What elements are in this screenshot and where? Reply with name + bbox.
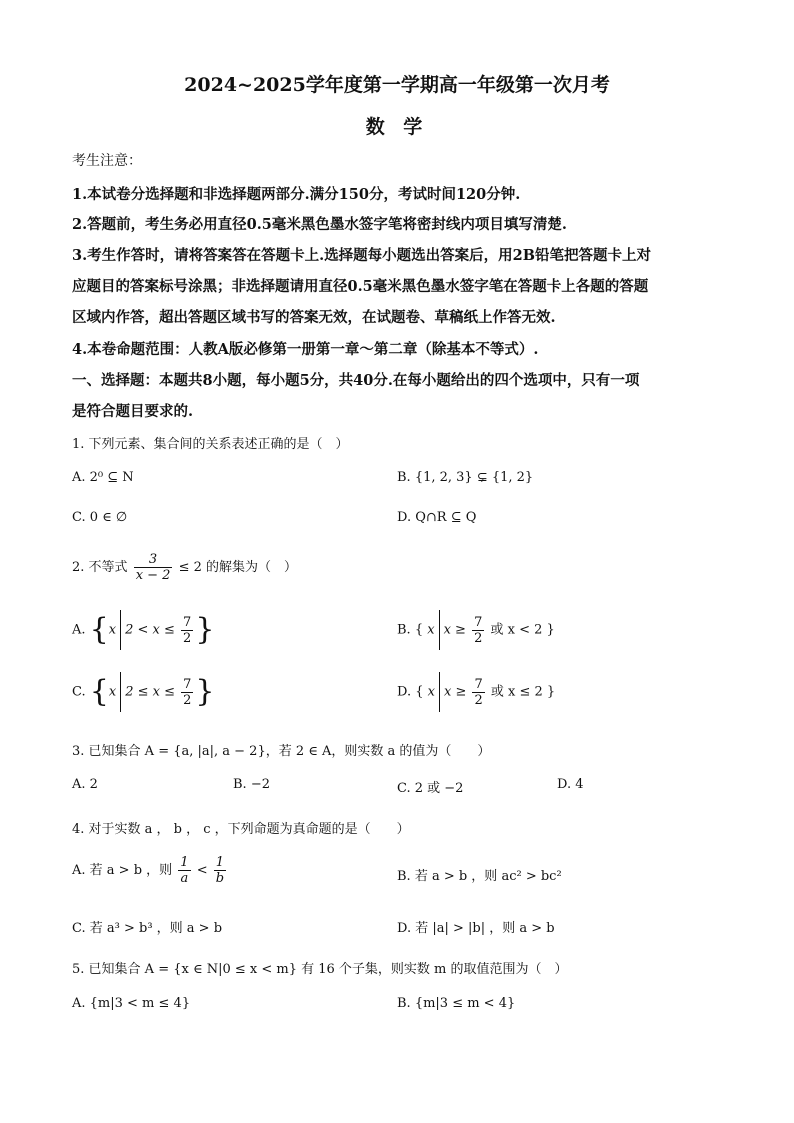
question-2-fraction-denominator: x − 2 bbox=[135, 568, 171, 583]
question-4-option-b: B. 若 a > b ，则 ac² > bc² bbox=[397, 869, 562, 884]
option-a-label: A. bbox=[72, 622, 86, 638]
set-condition: 2 < x ≤ bbox=[125, 622, 175, 638]
set-divider bbox=[439, 610, 440, 650]
section-heading-line-1: 一、选择题：本题共8小题，每小题5分，共40分.在每小题给出的四个选项中，只有一项 bbox=[72, 372, 640, 389]
question-2-option-c bbox=[72, 672, 215, 712]
question-2-option-a bbox=[72, 610, 214, 650]
question-5-option-a: A. {m|3 < m ≤ 4} bbox=[72, 996, 191, 1011]
fraction-numerator: 7 bbox=[474, 676, 483, 692]
question-5-stem: 5. 已知集合 A = {x ∈ N|0 ≤ x < m} 有 16 个子集，则实数 m 的取值范围为（ ） bbox=[72, 962, 568, 977]
subject-title: 数 学 bbox=[365, 116, 429, 138]
note-4: 4.本卷命题范围：人教A版必修第一册第一章～第二章（除基本不等式）. bbox=[72, 341, 539, 358]
question-2-stem bbox=[72, 552, 297, 583]
question-1-option-a: A. 2⁰ ⊆ N bbox=[72, 470, 134, 485]
note-2: 2.答题前，考生务必用直径0.5毫米黑色墨水签字笔将密封线内项目填写清楚. bbox=[72, 216, 567, 233]
fraction-numerator: 7 bbox=[183, 614, 192, 630]
question-1-option-b: B. {1, 2, 3} ⊊ {1, 2} bbox=[397, 470, 534, 485]
less-than-sign: < bbox=[196, 863, 208, 878]
fraction-denominator: a bbox=[180, 871, 189, 886]
question-1-stem: 1. 下列元素、集合间的关系表述正确的是（ ） bbox=[72, 437, 349, 452]
fraction-seven-halves bbox=[472, 615, 484, 646]
fraction-numerator: 1 bbox=[180, 855, 189, 870]
right-brace: } bbox=[195, 674, 215, 709]
right-brace: } bbox=[195, 612, 215, 647]
option-b-label: B. { bbox=[397, 622, 424, 638]
question-2-stem-suffix: ≤ 2 的解集为（ ） bbox=[178, 560, 298, 575]
set-variable: x bbox=[427, 622, 435, 638]
note-3-line-3: 区域内作答，超出答题区域书写的答案无效，在试题卷、草稿纸上作答无效. bbox=[72, 309, 556, 326]
exam-title: 2024~2025学年度第一学期高一年级第一次月考 bbox=[184, 74, 610, 96]
set-divider bbox=[439, 672, 440, 712]
left-brace: { bbox=[89, 674, 109, 709]
set-divider bbox=[120, 610, 121, 650]
question-2-option-b bbox=[397, 610, 555, 650]
fraction-denominator: 2 bbox=[474, 692, 483, 708]
fraction-seven-halves bbox=[181, 677, 193, 708]
fraction-numerator: 7 bbox=[183, 676, 192, 692]
set-variable: x bbox=[427, 684, 435, 700]
fraction-one-over-b bbox=[214, 855, 226, 886]
question-4-option-a bbox=[72, 855, 228, 886]
option-c-label: C. bbox=[72, 684, 86, 700]
fraction-denominator: 2 bbox=[183, 692, 192, 708]
fraction-numerator: 1 bbox=[214, 855, 226, 871]
question-3-option-a: A. 2 bbox=[72, 777, 98, 792]
option-d-label: D. { bbox=[397, 684, 424, 700]
section-heading-line-2: 是符合题目要求的. bbox=[72, 403, 194, 420]
fraction-one-over-a bbox=[178, 855, 190, 886]
left-brace: { bbox=[89, 612, 109, 647]
fraction-seven-halves bbox=[472, 677, 484, 708]
question-2-stem-prefix: 2. 不等式 bbox=[72, 560, 128, 575]
set-variable: x bbox=[108, 622, 117, 638]
notes-heading: 考生注意： bbox=[72, 153, 142, 169]
set-divider bbox=[120, 672, 121, 712]
fraction-denominator: 2 bbox=[474, 630, 483, 646]
question-4-option-d: D. 若 |a| > |b| ，则 a > b bbox=[397, 921, 555, 936]
set-condition: x ≥ bbox=[443, 684, 467, 700]
question-3-option-c: C. 2 或 −2 bbox=[397, 781, 464, 796]
option-a-text: A. 若 a > b ，则 bbox=[72, 863, 173, 878]
question-3-option-d: D. 4 bbox=[557, 777, 584, 792]
question-5-option-b: B. {m|3 ≤ m < 4} bbox=[397, 996, 516, 1011]
question-3-stem: 3. 已知集合 A = {a, |a|, a − 2}，若 2 ∈ A，则实数 a 的值为（ ） bbox=[72, 744, 491, 759]
fraction-seven-halves bbox=[181, 615, 193, 646]
question-4-option-c: C. 若 a³ > b³ ，则 a > b bbox=[72, 921, 223, 936]
note-3-line-2: 应题目的答案标号涂黑；非选择题请用直径0.5毫米黑色墨水签字笔在答题卡上各题的答题 bbox=[72, 278, 649, 295]
set-variable: x bbox=[108, 684, 117, 700]
question-4-stem: 4. 对于实数 a ， b ， c ，下列命题为真命题的是（ ） bbox=[72, 822, 410, 837]
question-2-fraction bbox=[134, 552, 173, 583]
set-condition: x ≥ bbox=[443, 622, 466, 638]
question-2-option-d bbox=[397, 672, 555, 712]
question-1-option-d: D. Q∩R ⊆ Q bbox=[397, 510, 477, 525]
set-condition-tail: 或 x ≤ 2 } bbox=[490, 684, 556, 700]
set-condition-tail: 或 x < 2 } bbox=[490, 622, 555, 638]
question-1-option-c: C. 0 ∈ ∅ bbox=[72, 510, 128, 525]
fraction-denominator: 2 bbox=[183, 630, 192, 646]
set-condition: 2 ≤ x ≤ bbox=[125, 684, 175, 700]
question-3-option-b: B. −2 bbox=[233, 777, 270, 792]
fraction-denominator: b bbox=[215, 871, 225, 886]
fraction-numerator: 7 bbox=[474, 614, 483, 630]
note-1: 1.本试卷分选择题和非选择题两部分.满分150分，考试时间120分钟. bbox=[72, 186, 521, 203]
note-3-line-1: 3.考生作答时，请将答案答在答题卡上.选择题每小题选出答案后，用2B铅笔把答题卡上对 bbox=[72, 247, 652, 264]
question-2-fraction-numerator: 3 bbox=[134, 552, 173, 568]
